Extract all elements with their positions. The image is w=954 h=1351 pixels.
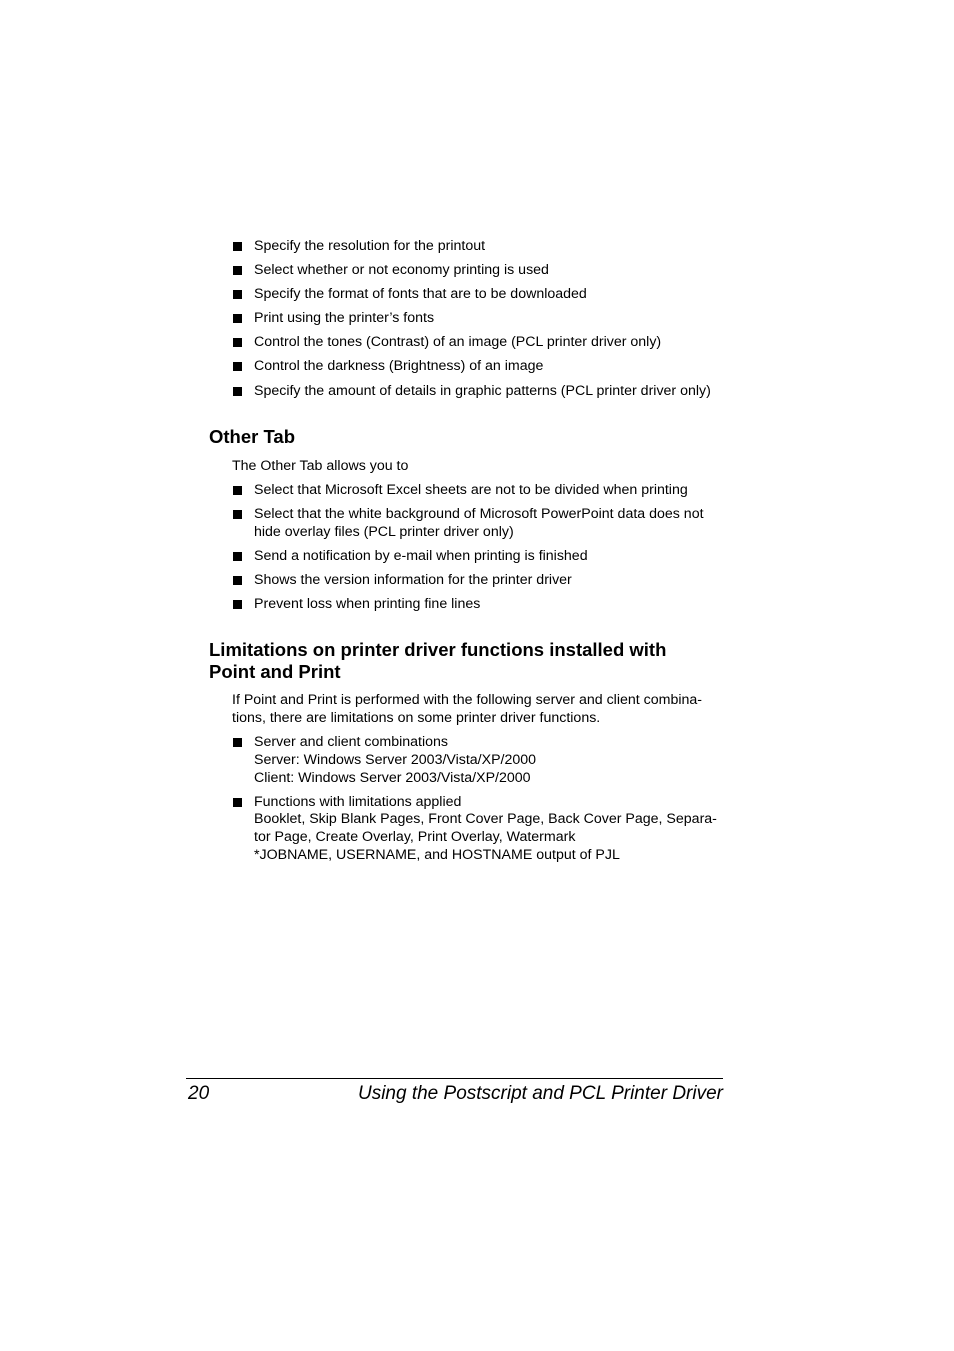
square-bullet-icon — [233, 314, 242, 323]
limitations-intro: If Point and Print is performed with the following server and client combina- tions, there are limitations on some printer driver functions. — [232, 692, 702, 726]
square-bullet-icon — [233, 510, 242, 519]
list-item: Specify the format of fonts that are to be downloaded — [232, 286, 732, 304]
square-bullet-icon — [233, 600, 242, 609]
square-bullet-icon — [233, 576, 242, 585]
other-tab-heading: Other Tab — [209, 426, 295, 447]
other-tab-bullet-list — [232, 482, 732, 620]
list-item: Select that the white background of Microsoft PowerPoint data does not hide overlay files (PCL printer driver only) — [232, 506, 732, 542]
square-bullet-icon — [233, 242, 242, 251]
running-footer-title: Using the Postscript and PCL Printer Driver — [357, 1083, 723, 1104]
limitations-heading: Limitations on printer driver functions installed with Point and Print — [209, 639, 667, 682]
list-item: Prevent loss when printing fine lines — [232, 596, 732, 614]
square-bullet-icon — [233, 486, 242, 495]
list-item: Select that Microsoft Excel sheets are not to be divided when printing — [232, 482, 732, 500]
square-bullet-icon — [233, 552, 242, 561]
page-number: 20 — [188, 1083, 210, 1104]
list-item: Control the darkness (Brightness) of an image — [232, 358, 732, 376]
square-bullet-icon — [233, 798, 242, 807]
list-item: Specify the resolution for the printout — [232, 238, 732, 256]
square-bullet-icon — [233, 362, 242, 371]
list-item: Send a notification by e-mail when printing is finished — [232, 548, 732, 566]
list-item: Functions with limitations applied Booklet, Skip Blank Pages, Front Cover Page, Back Cover Page, Separa- tor Page, Create Overlay, Print Overlay, Watermark *JOBNAME, USERNAME, and HOSTNAME output of PJL — [232, 794, 732, 865]
list-item: Shows the version information for the printer driver — [232, 572, 732, 590]
square-bullet-icon — [233, 387, 242, 396]
list-item: Control the tones (Contrast) of an image (PCL printer driver only) — [232, 334, 732, 352]
square-bullet-icon — [233, 290, 242, 299]
settings-bullet-list — [232, 238, 732, 407]
limitations-bullet-list — [232, 734, 732, 871]
other-tab-intro: The Other Tab allows you to — [232, 458, 409, 474]
list-item: Print using the printer’s fonts — [232, 310, 732, 328]
footer-divider — [186, 1078, 723, 1079]
list-item: Server and client combinations Server: Windows Server 2003/Vista/XP/2000 Client: Windows Server 2003/Vista/XP/2000 — [232, 734, 732, 787]
square-bullet-icon — [233, 266, 242, 275]
square-bullet-icon — [233, 738, 242, 747]
square-bullet-icon — [233, 338, 242, 347]
list-item: Specify the amount of details in graphic patterns (PCL printer driver only) — [232, 383, 732, 401]
list-item: Select whether or not economy printing is used — [232, 262, 732, 280]
